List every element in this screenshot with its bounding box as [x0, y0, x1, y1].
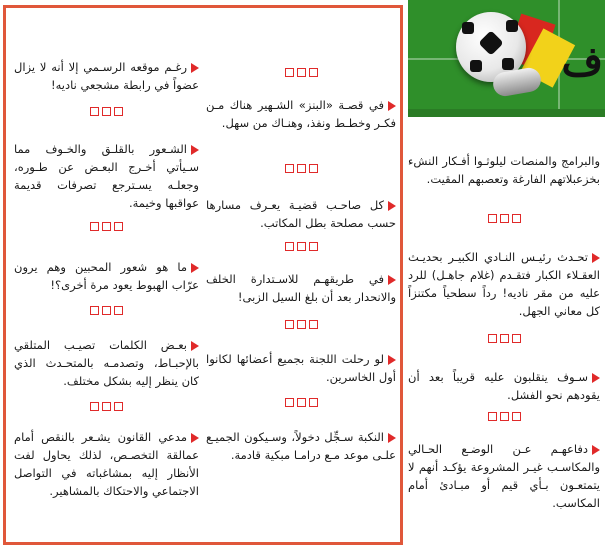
list-item [14, 140, 199, 212]
item-text: رغـم موقعه الرسـمي إلا أنه لا يزال عضواً في رابطة مشجعي ناديه! [14, 60, 199, 92]
separator [206, 240, 396, 254]
content-frame [3, 5, 403, 545]
separator [408, 410, 600, 424]
item-text: الشـعور بالقلـق والخـوف مما سـيأتي أخـرج البعـض عن طـوره، وجعلـه يسـترجع تصرفات قديمة عواقبها وخيمة. [14, 142, 199, 210]
separator [206, 162, 396, 176]
list-item [408, 368, 600, 404]
list-item [408, 248, 600, 320]
list-item [14, 336, 199, 390]
bullet-icon [388, 275, 396, 285]
item-text: ما هو شعور المحبين وهم يرون عرّاب الهبوط يعود مرة أخرى؟! [14, 260, 199, 292]
item-text: والبرامج والمنصات ليلوثـوا أفـكار النشء بخزعبلاتهم الفارغة وتعصبهم المقيت. [408, 154, 600, 186]
separator [14, 105, 199, 119]
bullet-icon [191, 433, 199, 443]
separator [206, 318, 396, 332]
list-item [206, 350, 396, 386]
separator [408, 212, 600, 226]
bullet-icon [388, 201, 396, 211]
bullet-icon [191, 263, 199, 273]
separator [14, 220, 199, 234]
bullet-icon [592, 253, 600, 263]
list-item [206, 196, 396, 232]
list-item [14, 258, 199, 294]
bullet-icon [191, 341, 199, 351]
separator [206, 396, 396, 410]
item-text: دفاعهـم عـن الوضـع الحـالي والمكاسـب غيـر المشروعة يؤكـد أنهم لا يتمتعـون بـأي قيم أو مبـادئ أمام المكاسب. [408, 442, 600, 510]
separator [206, 66, 396, 80]
bullet-icon [388, 433, 396, 443]
list-item [14, 58, 199, 94]
item-text: لو رحلت اللجنة بجميع أعضائها لكانوا أول الخاسرين. [206, 352, 396, 384]
column-right [408, 0, 600, 553]
separator [14, 304, 199, 318]
item-text: النكبة سـجِّل دخولاً، وسـيكون الجميـع علـى موعد مـع درامـا مبكية قادمة. [206, 430, 396, 462]
bullet-icon [388, 101, 396, 111]
separator [14, 400, 199, 414]
column-middle [206, 8, 396, 542]
bullet-icon [388, 355, 396, 365]
column-left [14, 8, 199, 542]
item-text: سـوف ينقلبون عليه قريباً بعد أن يقودهم نحو الفشل. [408, 370, 600, 402]
list-item [408, 152, 600, 188]
item-text: مدعي القانون يشـعر بالنقص أمام عمالقة التخصـص، لذلك يحاول لفت الأنظار إليه بمشاغباته في التواصل الاجتماعي والاحتكاك بالمشاهير. [14, 430, 199, 498]
item-text: بعـض الكلمات تصيـب المتلقي بالإحبـاط، وتصدمـه بالمتحـدث الذي كان ينظر إليه بشكل مختلف. [14, 338, 199, 388]
separator [408, 332, 600, 346]
bullet-icon [592, 445, 600, 455]
list-item [206, 270, 396, 306]
item-text: كل صاحـب قضيـة يعـرف مسارها حسب مصلحة بطل المكاتب. [206, 198, 396, 230]
bullet-icon [191, 63, 199, 73]
bullet-icon [191, 145, 199, 155]
item-text: في طريقهـم للاسـتدارة الخلف والانحدار بعد أن بلغ السيل الزبى! [206, 272, 396, 304]
list-item [206, 428, 396, 464]
banner-title-fragment: ف [561, 40, 603, 84]
list-item [14, 428, 199, 500]
item-text: في قصـة «البنز» الشـهير هناك مـن فكـر وخطـط ونفذ، وهنـاك من سهل. [206, 98, 396, 130]
bullet-icon [592, 373, 600, 383]
item-text: تحـدث رئيـس النـادي الكبيـر بحديـث العقـلاء الكبار فتقـدم (غلام جاهـل) للرد عليه من مقر ناديه! رداً سطحياً مكتنزاً كل معاني الجهل. [408, 250, 600, 318]
list-item [408, 440, 600, 512]
list-item [206, 96, 396, 132]
